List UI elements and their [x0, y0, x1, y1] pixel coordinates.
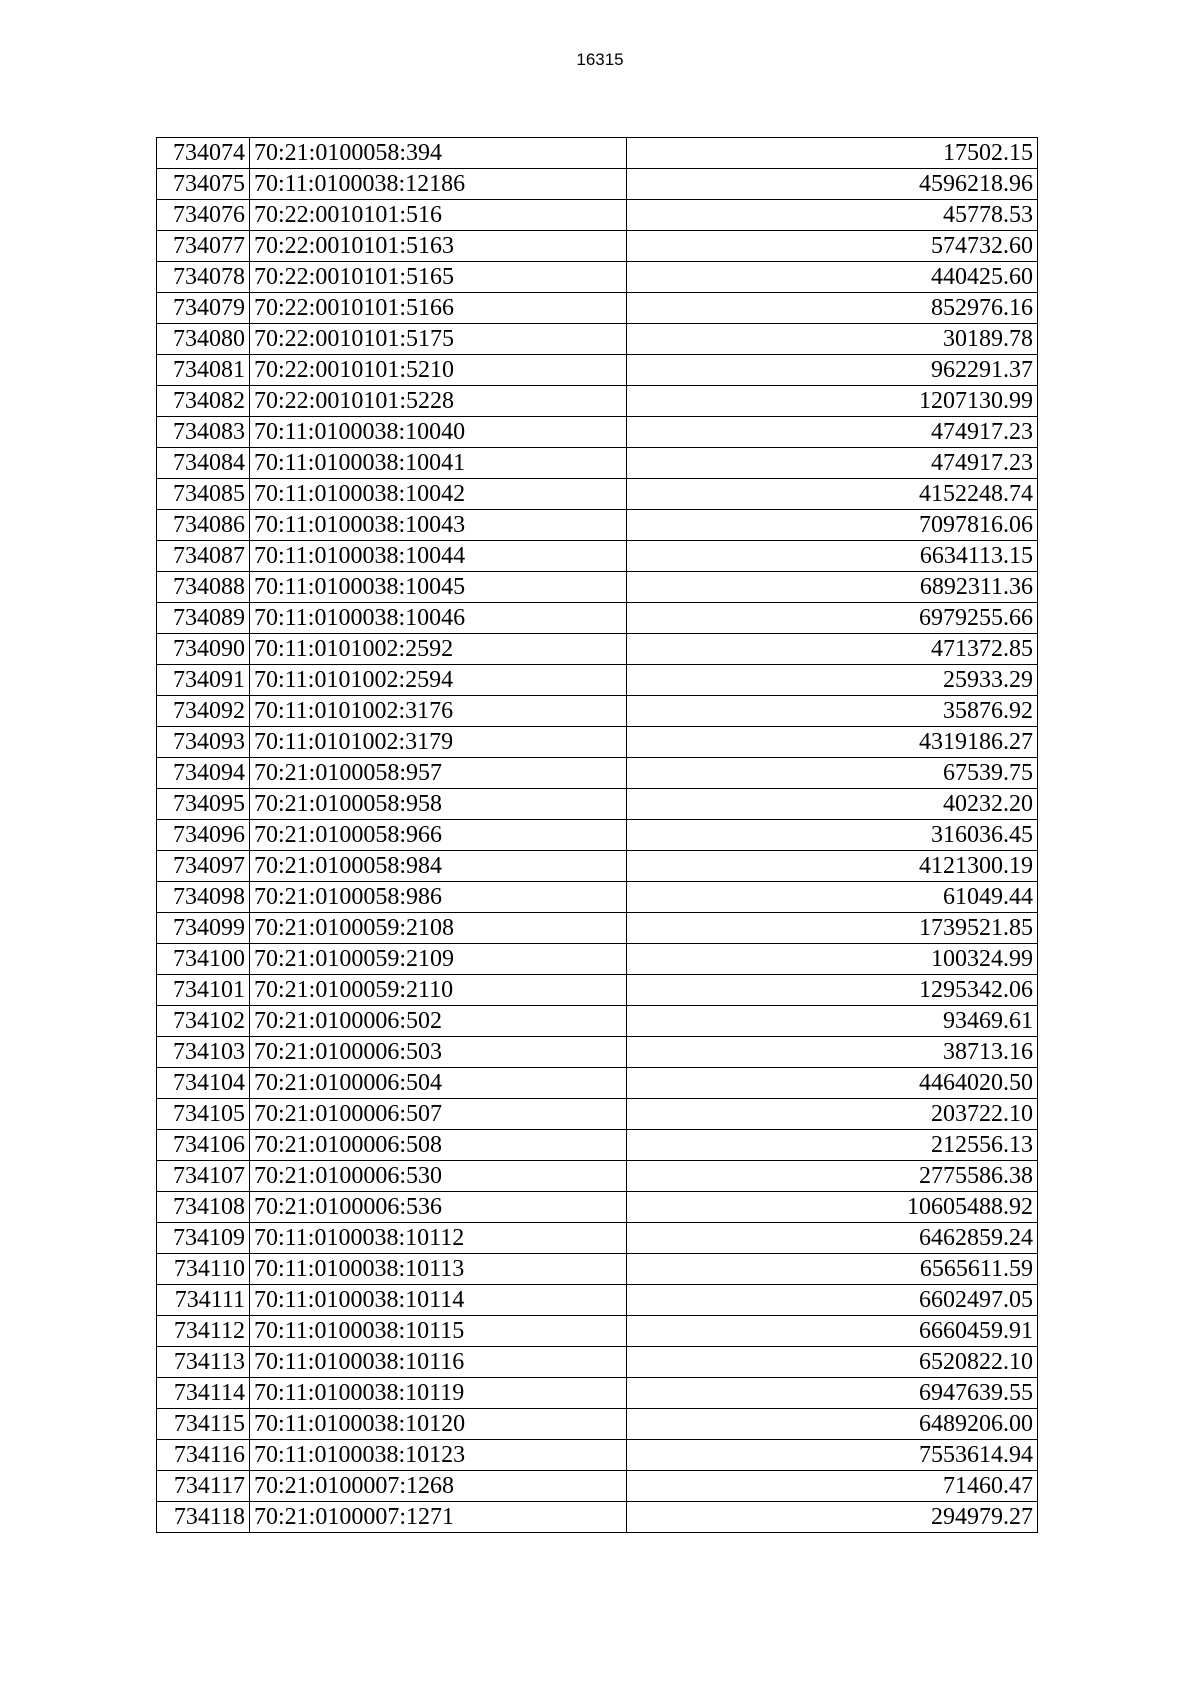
value-cell: 6565611.59 — [627, 1254, 1038, 1285]
table-row — [157, 1347, 1038, 1378]
cadastral-number-cell: 70:21:0100006:536 — [250, 1192, 627, 1223]
row-number-cell: 734081 — [157, 355, 250, 386]
value-cell: 4121300.19 — [627, 851, 1038, 882]
cadastral-number-cell: 70:21:0100058:957 — [250, 758, 627, 789]
cadastral-number-cell: 70:22:0010101:5163 — [250, 231, 627, 262]
row-number-cell: 734106 — [157, 1130, 250, 1161]
cadastral-number-cell: 70:21:0100006:507 — [250, 1099, 627, 1130]
cadastral-number-cell: 70:11:0101002:3176 — [250, 696, 627, 727]
row-number-cell: 734088 — [157, 572, 250, 603]
table-row — [157, 975, 1038, 1006]
cadastral-number-cell: 70:11:0100038:10043 — [250, 510, 627, 541]
cadastral-number-cell: 70:11:0100038:10042 — [250, 479, 627, 510]
cadastral-number-cell: 70:11:0100038:10116 — [250, 1347, 627, 1378]
row-number-cell: 734074 — [157, 138, 250, 169]
row-number-cell: 734101 — [157, 975, 250, 1006]
row-number-cell: 734103 — [157, 1037, 250, 1068]
cadastral-number-cell: 70:21:0100006:508 — [250, 1130, 627, 1161]
value-cell: 45778.53 — [627, 200, 1038, 231]
value-cell: 4152248.74 — [627, 479, 1038, 510]
table-row — [157, 696, 1038, 727]
row-number-cell: 734083 — [157, 417, 250, 448]
table-row — [157, 665, 1038, 696]
table-row — [157, 1161, 1038, 1192]
value-cell: 100324.99 — [627, 944, 1038, 975]
cadastral-number-cell: 70:22:0010101:5210 — [250, 355, 627, 386]
value-cell: 1207130.99 — [627, 386, 1038, 417]
row-number-cell: 734086 — [157, 510, 250, 541]
table-row — [157, 231, 1038, 262]
value-cell: 30189.78 — [627, 324, 1038, 355]
table-row — [157, 169, 1038, 200]
row-number-cell: 734114 — [157, 1378, 250, 1409]
cadastral-number-cell: 70:11:0101002:3179 — [250, 727, 627, 758]
value-cell: 212556.13 — [627, 1130, 1038, 1161]
cadastral-number-cell: 70:21:0100058:984 — [250, 851, 627, 882]
row-number-cell: 734097 — [157, 851, 250, 882]
table-row — [157, 572, 1038, 603]
cadastral-number-cell: 70:11:0101002:2592 — [250, 634, 627, 665]
value-cell: 93469.61 — [627, 1006, 1038, 1037]
row-number-cell: 734110 — [157, 1254, 250, 1285]
row-number-cell: 734105 — [157, 1099, 250, 1130]
table-row — [157, 200, 1038, 231]
value-cell: 1295342.06 — [627, 975, 1038, 1006]
cadastral-number-cell: 70:11:0100038:10115 — [250, 1316, 627, 1347]
value-cell: 38713.16 — [627, 1037, 1038, 1068]
table-row — [157, 510, 1038, 541]
cadastral-number-cell: 70:21:0100058:394 — [250, 138, 627, 169]
table-row — [157, 1068, 1038, 1099]
table-row — [157, 293, 1038, 324]
row-number-cell: 734091 — [157, 665, 250, 696]
table-row — [157, 1378, 1038, 1409]
cadastral-number-cell: 70:11:0100038:10045 — [250, 572, 627, 603]
cadastral-number-cell: 70:11:0100038:10119 — [250, 1378, 627, 1409]
row-number-cell: 734075 — [157, 169, 250, 200]
value-cell: 40232.20 — [627, 789, 1038, 820]
cadastral-number-cell: 70:11:0100038:10041 — [250, 448, 627, 479]
row-number-cell: 734113 — [157, 1347, 250, 1378]
table-row — [157, 1502, 1038, 1533]
table-row — [157, 1285, 1038, 1316]
table-row — [157, 851, 1038, 882]
table-row — [157, 138, 1038, 169]
cadastral-number-cell: 70:21:0100006:502 — [250, 1006, 627, 1037]
row-number-cell: 734077 — [157, 231, 250, 262]
value-cell: 17502.15 — [627, 138, 1038, 169]
row-number-cell: 734111 — [157, 1285, 250, 1316]
cadastral-number-cell: 70:21:0100059:2110 — [250, 975, 627, 1006]
value-cell: 294979.27 — [627, 1502, 1038, 1533]
cadastral-number-cell: 70:11:0100038:10044 — [250, 541, 627, 572]
row-number-cell: 734115 — [157, 1409, 250, 1440]
row-number-cell: 734079 — [157, 293, 250, 324]
value-cell: 203722.10 — [627, 1099, 1038, 1130]
table-row — [157, 1223, 1038, 1254]
value-cell: 1739521.85 — [627, 913, 1038, 944]
cadastral-number-cell: 70:21:0100006:504 — [250, 1068, 627, 1099]
table-row — [157, 1409, 1038, 1440]
row-number-cell: 734096 — [157, 820, 250, 851]
table-row — [157, 1471, 1038, 1502]
table-row — [157, 1037, 1038, 1068]
row-number-cell: 734094 — [157, 758, 250, 789]
row-number-cell: 734082 — [157, 386, 250, 417]
value-cell: 962291.37 — [627, 355, 1038, 386]
table-row — [157, 417, 1038, 448]
value-cell: 852976.16 — [627, 293, 1038, 324]
table-row — [157, 324, 1038, 355]
value-cell: 6462859.24 — [627, 1223, 1038, 1254]
row-number-cell: 734104 — [157, 1068, 250, 1099]
table-row — [157, 882, 1038, 913]
value-cell: 471372.85 — [627, 634, 1038, 665]
row-number-cell: 734118 — [157, 1502, 250, 1533]
table-row — [157, 541, 1038, 572]
value-cell: 574732.60 — [627, 231, 1038, 262]
table-row — [157, 1099, 1038, 1130]
row-number-cell: 734090 — [157, 634, 250, 665]
row-number-cell: 734107 — [157, 1161, 250, 1192]
value-cell: 6634113.15 — [627, 541, 1038, 572]
cadastral-number-cell: 70:21:0100007:1271 — [250, 1502, 627, 1533]
table-row — [157, 758, 1038, 789]
value-cell: 6602497.05 — [627, 1285, 1038, 1316]
value-cell: 35876.92 — [627, 696, 1038, 727]
row-number-cell: 734116 — [157, 1440, 250, 1471]
cadastral-number-cell: 70:21:0100007:1268 — [250, 1471, 627, 1502]
table-row — [157, 634, 1038, 665]
cadastral-number-cell: 70:11:0100038:10114 — [250, 1285, 627, 1316]
cadastral-number-cell: 70:22:0010101:5166 — [250, 293, 627, 324]
row-number-cell: 734093 — [157, 727, 250, 758]
value-cell: 25933.29 — [627, 665, 1038, 696]
row-number-cell: 734108 — [157, 1192, 250, 1223]
value-cell: 6520822.10 — [627, 1347, 1038, 1378]
table-row — [157, 479, 1038, 510]
row-number-cell: 734078 — [157, 262, 250, 293]
value-cell: 7097816.06 — [627, 510, 1038, 541]
value-cell: 6892311.36 — [627, 572, 1038, 603]
value-cell: 6660459.91 — [627, 1316, 1038, 1347]
table-row — [157, 944, 1038, 975]
row-number-cell: 734084 — [157, 448, 250, 479]
cadastral-number-cell: 70:11:0100038:10123 — [250, 1440, 627, 1471]
cadastral-number-cell: 70:21:0100006:530 — [250, 1161, 627, 1192]
value-cell: 7553614.94 — [627, 1440, 1038, 1471]
cadastral-number-cell: 70:11:0100038:10113 — [250, 1254, 627, 1285]
cadastral-number-cell: 70:11:0100038:12186 — [250, 169, 627, 200]
row-number-cell: 734112 — [157, 1316, 250, 1347]
cadastral-number-cell: 70:21:0100058:986 — [250, 882, 627, 913]
row-number-cell: 734087 — [157, 541, 250, 572]
value-cell: 71460.47 — [627, 1471, 1038, 1502]
value-cell: 6979255.66 — [627, 603, 1038, 634]
row-number-cell: 734095 — [157, 789, 250, 820]
table-row — [157, 727, 1038, 758]
row-number-cell: 734092 — [157, 696, 250, 727]
value-cell: 2775586.38 — [627, 1161, 1038, 1192]
row-number-cell: 734080 — [157, 324, 250, 355]
row-number-cell: 734085 — [157, 479, 250, 510]
table-row — [157, 386, 1038, 417]
cadastral-number-cell: 70:21:0100058:966 — [250, 820, 627, 851]
value-cell: 4319186.27 — [627, 727, 1038, 758]
value-cell: 6489206.00 — [627, 1409, 1038, 1440]
value-cell: 316036.45 — [627, 820, 1038, 851]
page-number: 16315 — [576, 50, 624, 69]
table-body — [157, 138, 1038, 1533]
row-number-cell: 734117 — [157, 1471, 250, 1502]
table-row — [157, 1440, 1038, 1471]
register-table — [156, 137, 1038, 1533]
table-row — [157, 1006, 1038, 1037]
cadastral-number-cell: 70:11:0100038:10046 — [250, 603, 627, 634]
value-cell: 61049.44 — [627, 882, 1038, 913]
value-cell: 4596218.96 — [627, 169, 1038, 200]
row-number-cell: 734098 — [157, 882, 250, 913]
cadastral-number-cell: 70:21:0100059:2109 — [250, 944, 627, 975]
cadastral-number-cell: 70:11:0100038:10120 — [250, 1409, 627, 1440]
cadastral-number-cell: 70:22:0010101:516 — [250, 200, 627, 231]
cadastral-number-cell: 70:21:0100058:958 — [250, 789, 627, 820]
value-cell: 4464020.50 — [627, 1068, 1038, 1099]
value-cell: 474917.23 — [627, 448, 1038, 479]
value-cell: 6947639.55 — [627, 1378, 1038, 1409]
table-row — [157, 1316, 1038, 1347]
cadastral-number-cell: 70:11:0100038:10040 — [250, 417, 627, 448]
table-row — [157, 1254, 1038, 1285]
row-number-cell: 734099 — [157, 913, 250, 944]
table-row — [157, 913, 1038, 944]
value-cell: 440425.60 — [627, 262, 1038, 293]
cadastral-number-cell: 70:21:0100059:2108 — [250, 913, 627, 944]
cadastral-number-cell: 70:22:0010101:5228 — [250, 386, 627, 417]
row-number-cell: 734109 — [157, 1223, 250, 1254]
row-number-cell: 734076 — [157, 200, 250, 231]
row-number-cell: 734089 — [157, 603, 250, 634]
table-row — [157, 603, 1038, 634]
table-row — [157, 1130, 1038, 1161]
cadastral-number-cell: 70:11:0100038:10112 — [250, 1223, 627, 1254]
table-row — [157, 262, 1038, 293]
table-row — [157, 355, 1038, 386]
row-number-cell: 734102 — [157, 1006, 250, 1037]
cadastral-number-cell: 70:11:0101002:2594 — [250, 665, 627, 696]
table-row — [157, 789, 1038, 820]
table-row — [157, 820, 1038, 851]
value-cell: 10605488.92 — [627, 1192, 1038, 1223]
cadastral-number-cell: 70:22:0010101:5175 — [250, 324, 627, 355]
row-number-cell: 734100 — [157, 944, 250, 975]
table-row — [157, 1192, 1038, 1223]
value-cell: 474917.23 — [627, 417, 1038, 448]
cadastral-number-cell: 70:22:0010101:5165 — [250, 262, 627, 293]
cadastral-number-cell: 70:21:0100006:503 — [250, 1037, 627, 1068]
table-row — [157, 448, 1038, 479]
value-cell: 67539.75 — [627, 758, 1038, 789]
